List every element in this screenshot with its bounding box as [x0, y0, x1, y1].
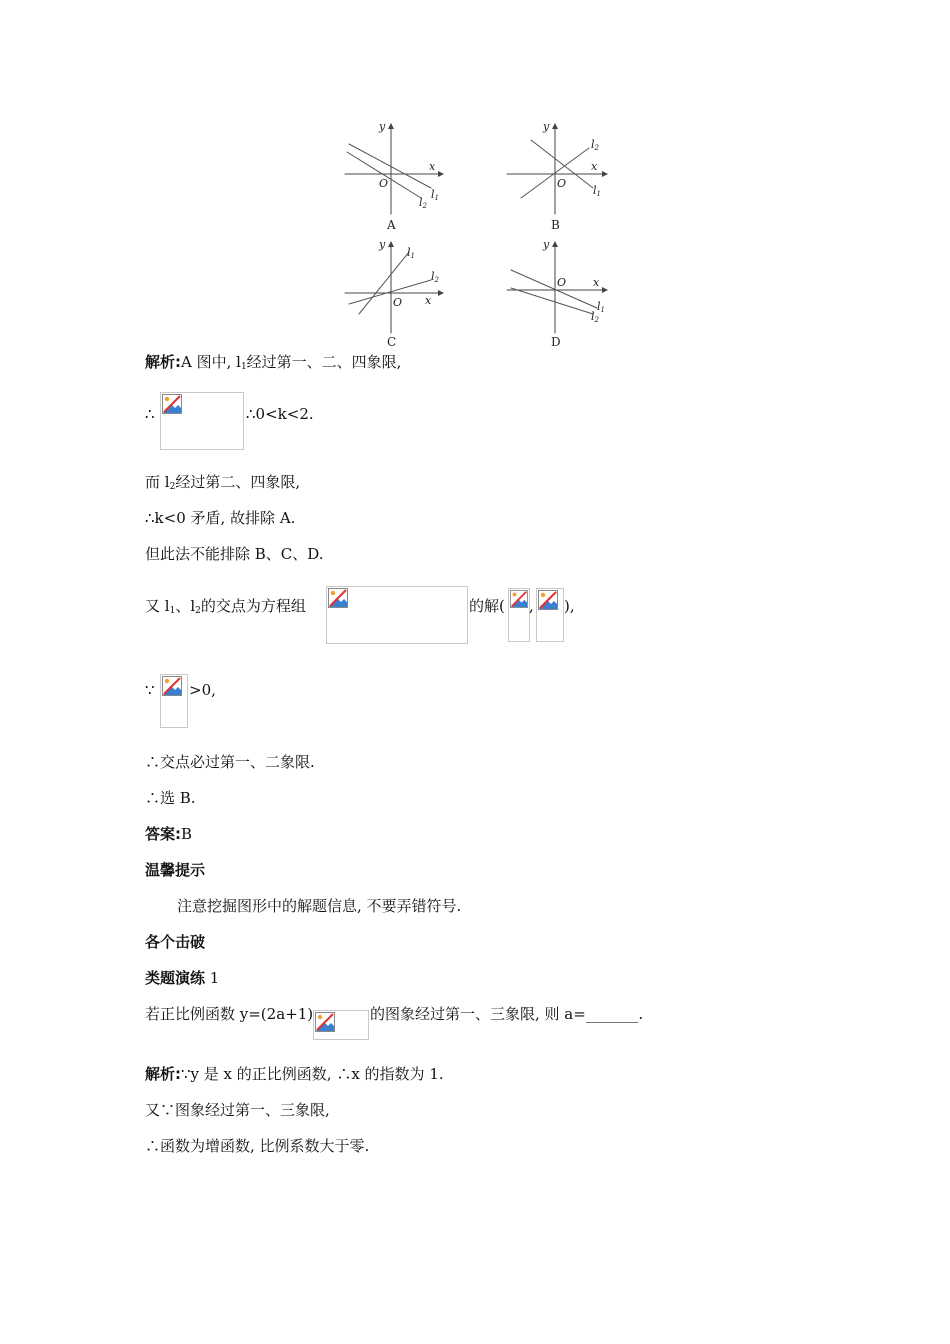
analysis-label: 解析: — [145, 353, 181, 371]
text-l3-b: 经过第二、四象限, — [175, 473, 301, 491]
tip-body: 注意挖掘图形中的解题信息, 不要弄错符号. — [177, 897, 462, 915]
graph-a-y: y — [379, 120, 386, 133]
svg-text:l1 — [407, 246, 415, 260]
svg-text:l2 — [419, 196, 428, 210]
answer-value: B — [181, 825, 193, 843]
graph-c — [345, 238, 443, 349]
graph-b-l2: l — [591, 138, 595, 151]
graph-d-y: y — [543, 238, 550, 251]
text-l6-d: 的解( — [469, 597, 505, 615]
graph-d-origin: O — [557, 276, 567, 289]
analysis-line-8: ∴交点必过第一、二象限. — [145, 753, 315, 771]
graph-a-l1: l — [431, 188, 435, 201]
graph-d — [507, 238, 607, 349]
graph-d-l2: l — [591, 310, 595, 323]
graph-a-l2-sub: 2 — [422, 202, 427, 210]
graph-d-l1: l — [597, 300, 601, 313]
svg-text:l1 — [593, 184, 601, 198]
analysis2-line-3: ∴函数为增函数, 比例系数大于零. — [145, 1137, 370, 1155]
analysis2-label: 解析: — [145, 1065, 181, 1083]
graph-c-l2: l — [431, 270, 435, 283]
fraction-image-icon — [160, 674, 188, 728]
analysis-line-2 — [145, 404, 155, 424]
graph-b-origin: O — [557, 177, 567, 190]
solution-close: ), — [564, 597, 575, 615]
graph-c-origin: O — [393, 296, 403, 309]
svg-text:l1 — [431, 188, 439, 202]
graph-b-x: x — [591, 160, 598, 173]
svg-text:l2 — [431, 270, 440, 284]
graph-c-l2-sub: 2 — [434, 276, 439, 284]
graph-c-x: x — [425, 294, 432, 307]
analysis-line-9: ∴选 B. — [145, 789, 196, 807]
text-l3-sub: 2 — [169, 482, 176, 492]
graph-b-l1-sub: 1 — [596, 190, 601, 198]
graph-a-x: x — [429, 160, 436, 173]
graph-b — [507, 120, 607, 232]
four-line-graphs-figure — [335, 118, 625, 352]
graph-b-y: y — [543, 120, 550, 133]
answer-line — [145, 824, 192, 844]
answer-label: 答案: — [145, 825, 181, 843]
question-line — [145, 1004, 313, 1024]
analysis-line-6-solution — [469, 596, 505, 616]
question-text-a: 若正比例函数 y=(2a+1) — [145, 1005, 314, 1023]
because-symbol: ∵ — [145, 681, 155, 699]
question-end: . — [638, 1005, 644, 1023]
graph-a-origin: O — [379, 177, 389, 190]
analysis2-line-2: 又∵图象经过第一、三象限, — [145, 1101, 330, 1119]
analysis-line-6 — [145, 596, 306, 621]
analysis-line-4: ∴k<0 矛盾, 故排除 A. — [145, 509, 296, 527]
exponent-image-icon — [313, 1010, 369, 1040]
practice-heading — [145, 968, 219, 988]
graph-a — [345, 120, 443, 232]
analysis2-line-1 — [145, 1064, 444, 1084]
text-l6-sub2: 2 — [195, 606, 201, 616]
question-line-post — [370, 1004, 643, 1024]
practice-label: 类题演练 — [145, 969, 206, 987]
answer-blank: _______ — [585, 1005, 639, 1023]
question-text-b: 的图象经过第一、三象限, 则 a= — [370, 1005, 586, 1023]
analysis-line-7-post: >0, — [189, 681, 216, 699]
text-l1-a: A 图中, l — [181, 353, 241, 371]
graph-a-caption: A — [387, 218, 396, 232]
graph-d-l1-sub: 1 — [600, 306, 605, 314]
analysis-line-7 — [145, 680, 155, 700]
text-l1-b: 经过第一、二、四象限, — [246, 353, 402, 371]
practice-number: 1 — [209, 969, 220, 987]
analysis-line-3 — [145, 472, 300, 497]
text-l3-a: 而 l — [145, 473, 170, 491]
equation-system-image-icon — [326, 586, 468, 644]
svg-text:l1 — [597, 300, 605, 314]
analysis2-text-1: ∵y 是 x 的正比例函数, ∴x 的指数为 1. — [181, 1065, 444, 1083]
analysis-line-2-post — [246, 404, 314, 424]
graph-c-l1: l — [407, 246, 411, 259]
solution-y-image-icon — [536, 588, 564, 642]
graph-d-l2-sub: 2 — [594, 316, 599, 324]
text-l6-b: 、l — [175, 597, 196, 615]
graph-c-caption: C — [387, 335, 397, 349]
graph-c-l1-sub: 1 — [410, 252, 415, 260]
text-l6-c: 的交点为方程组 — [200, 597, 306, 615]
text-l1-sub: 1 — [240, 362, 247, 372]
graph-b-caption: B — [551, 218, 560, 232]
graph-a-l2: l — [419, 196, 423, 209]
text-l6-a: 又 l — [145, 597, 170, 615]
graph-b-l1: l — [593, 184, 597, 197]
therefore-symbol: ∴ — [145, 405, 155, 423]
graph-d-x: x — [593, 276, 600, 289]
section-heading: 各个击破 — [145, 933, 206, 951]
broken-image-icon — [160, 392, 244, 450]
tip-heading: 温馨提示 — [145, 861, 206, 879]
analysis-line-5: 但此法不能排除 B、C、D. — [145, 545, 324, 563]
graph-b-l2-sub: 2 — [594, 144, 599, 152]
graph-c-y: y — [379, 238, 386, 251]
graph-d-caption: D — [551, 335, 561, 349]
solution-x-image-icon — [508, 588, 530, 642]
solution-comma: , — [529, 597, 534, 615]
graph-a-l1-sub: 1 — [434, 194, 439, 202]
text-l6-sub1: 1 — [169, 606, 176, 616]
text-l2-post: ∴0<k<2. — [246, 405, 314, 423]
analysis-line-1 — [145, 352, 401, 377]
svg-text:l2 — [591, 138, 600, 152]
